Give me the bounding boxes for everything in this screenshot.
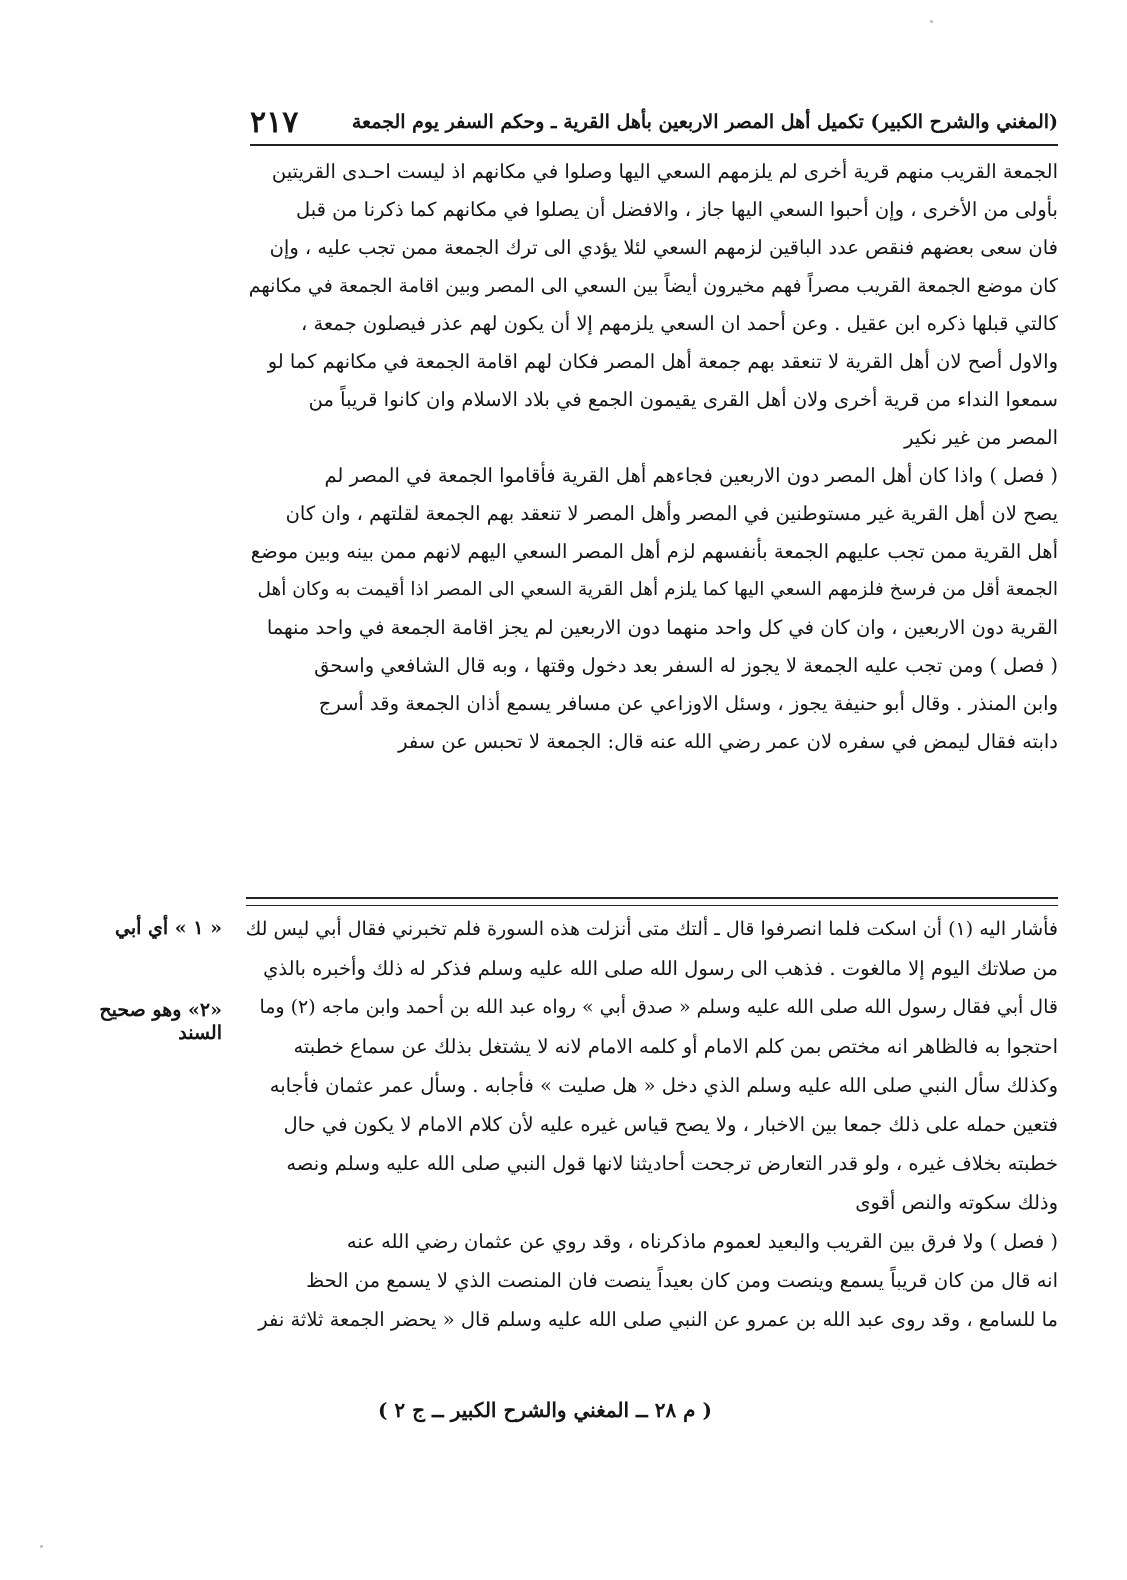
footnote-text bbox=[243, 910, 1058, 1339]
text-line: من صلاتك اليوم إلا مالغوت . فذهب الى رسول الله صلى الله عليه وسلم فذكر له ذلك وأخبره بالذي bbox=[263, 957, 1058, 980]
running-title: (المغني والشرح الكبير) تكميل أهل المصر الاربعين بأهل القرية ـ وحكم السفر يوم الجمعة bbox=[351, 111, 1058, 133]
text-line: كالتي قبلها ذكره ابن عقيل . وعن أحمد ان السعي يلزمهم إلا أن يكون لهم عذر فيصلون جمعة ، bbox=[300, 312, 1058, 335]
text-line: المصر من غير نكير bbox=[904, 426, 1058, 449]
text-line: وابن المنذر . وقال أبو حنيفة يجوز ، وسئل الاوزاعي عن مسافر يسمع أذان الجمعة وقد أسرج bbox=[318, 692, 1058, 715]
text-line: فتعين حمله على ذلك جمعا بين الاخبار ، ولا يصح قياس غيره عليه لأن كلام الامام لا يكون في حال bbox=[283, 1113, 1058, 1136]
text-line: دابته فقال ليمض في سفره لان عمر رضي الله عنه قال: الجمعة لا تحبس عن سفر bbox=[398, 730, 1058, 753]
margin-note-1: « ١ » أي أبي bbox=[115, 917, 222, 939]
text-line: ( فصل ) ولا فرق بين القريب والبعيد لعموم ماذكرناه ، وقد روي عن عثمان رضي الله عنه bbox=[346, 1230, 1058, 1253]
signature-line: ( م ٢٨ ــ المغني والشرح الكبير ــ ج ٢ ) bbox=[377, 1398, 712, 1422]
text-line: انه قال من كان قريباً يسمع وينصت ومن كان بعيداً ينصت فان المنصت الذي لا يسمع من الحظ bbox=[306, 1269, 1058, 1292]
text-line: وذلك سكوته والنص أقوى bbox=[855, 1191, 1058, 1214]
text-line: الجمعة القريب منهم قرية أخرى لم يلزمهم السعي اليها وصلوا في مكانهم اذ ليست احـدى القريتين bbox=[271, 160, 1058, 183]
text-line: ما للسامع ، وقد روى عبد الله بن عمرو عن النبي صلى الله عليه وسلم قال « يحضر الجمعة ثلاثة نفر bbox=[258, 1308, 1058, 1331]
page-number: ٢١٧ bbox=[250, 104, 299, 140]
text-line: والاول أصح لان أهل القرية لا تنعقد بهم جمعة أهل المصر فكان لهم اقامة الجمعة في مكانهم كما لو bbox=[267, 350, 1058, 373]
text-line: وكذلك سأل النبي صلى الله عليه وسلم الذي دخل « هل صليت » فأجابه . وسأل عمر عثمان فأجابه bbox=[269, 1074, 1058, 1097]
text-line: كان موضع الجمعة القريب مصراً فهم مخيرون أيضاً بين السعي الى المصر وبين اقامة الجمعة في مكانهم bbox=[248, 275, 1058, 297]
text-line: قال أبي فقال رسول الله صلى الله عليه وسلم « صدق أبي » رواه عبد الله بن أحمد وابن ماجه (٢) وما bbox=[259, 996, 1058, 1018]
scan-speck bbox=[40, 1545, 43, 1548]
main-text bbox=[243, 153, 1058, 761]
page-header bbox=[250, 100, 1058, 146]
scan-speck bbox=[930, 20, 933, 23]
text-line: ( فصل ) واذا كان أهل المصر دون الاربعين فجاءهم أهل القرية فأقاموا الجمعة في المصر لم bbox=[324, 464, 1058, 487]
text-line: فان سعى بعضهم فنقص عدد الباقين لزمهم السعي لئلا يؤدي الى ترك الجمعة ممن تجب عليه ، وإن bbox=[269, 236, 1058, 259]
text-line: خطبته بخلاف غيره ، ولو قدر التعارض ترجحت أحاديثنا لانها قول النبي صلى الله عليه وسلم ونصه bbox=[286, 1152, 1058, 1175]
margin-note-2: «٢» وهو صحيح السند bbox=[99, 999, 222, 1044]
text-line: يصح لان أهل القرية غير مستوطنين في المصر وأهل المصر لا تنعقد بهم الجمعة لقلتهم ، وان كان bbox=[285, 502, 1058, 525]
text-line: الجمعة أقل من فرسخ فلزمهم السعي اليها كما يلزم أهل القرية السعي الى المصر اذا أقيمت به وكان أهل bbox=[257, 579, 1058, 600]
text-line: ( فصل ) ومن تجب عليه الجمعة لا يجوز له السفر بعد دخول وقتها ، وبه قال الشافعي واسحق bbox=[314, 654, 1058, 677]
text-line: سمعوا النداء من قرية أخرى ولان أهل القرى يقيمون الجمع في بلاد الاسلام وان كانوا قريباً من bbox=[308, 388, 1058, 411]
text-line: احتجوا به فالظاهر انه مختص بمن كلم الامام أو كلمه الامام لانه لا يشتغل بذلك عن سماع خطبته bbox=[293, 1035, 1058, 1058]
text-line: بأولى من الأخرى ، وإن أحبوا السعي اليها جاز ، والافضل أن يصلوا في مكانهم كما ذكرنا من قبل bbox=[295, 198, 1058, 221]
text-line: أهل القرية ممن تجب عليهم الجمعة بأنفسهم لزم أهل المصر السعي اليهم لانهم ممن بينه وبين موضع bbox=[250, 540, 1058, 563]
text-line: القرية دون الاربعين ، وان كان في كل واحد منهما دون الاربعين لم يجز اقامة الجمعة في واحد منهما bbox=[266, 616, 1058, 639]
footnote-separator bbox=[246, 897, 1058, 906]
text-line: فأشار اليه (١) أن اسكت فلما انصرفوا قال ـ ألتك متى أنزلت هذه السورة فلم تخبرني فقال أبي ليس لك bbox=[245, 918, 1058, 940]
